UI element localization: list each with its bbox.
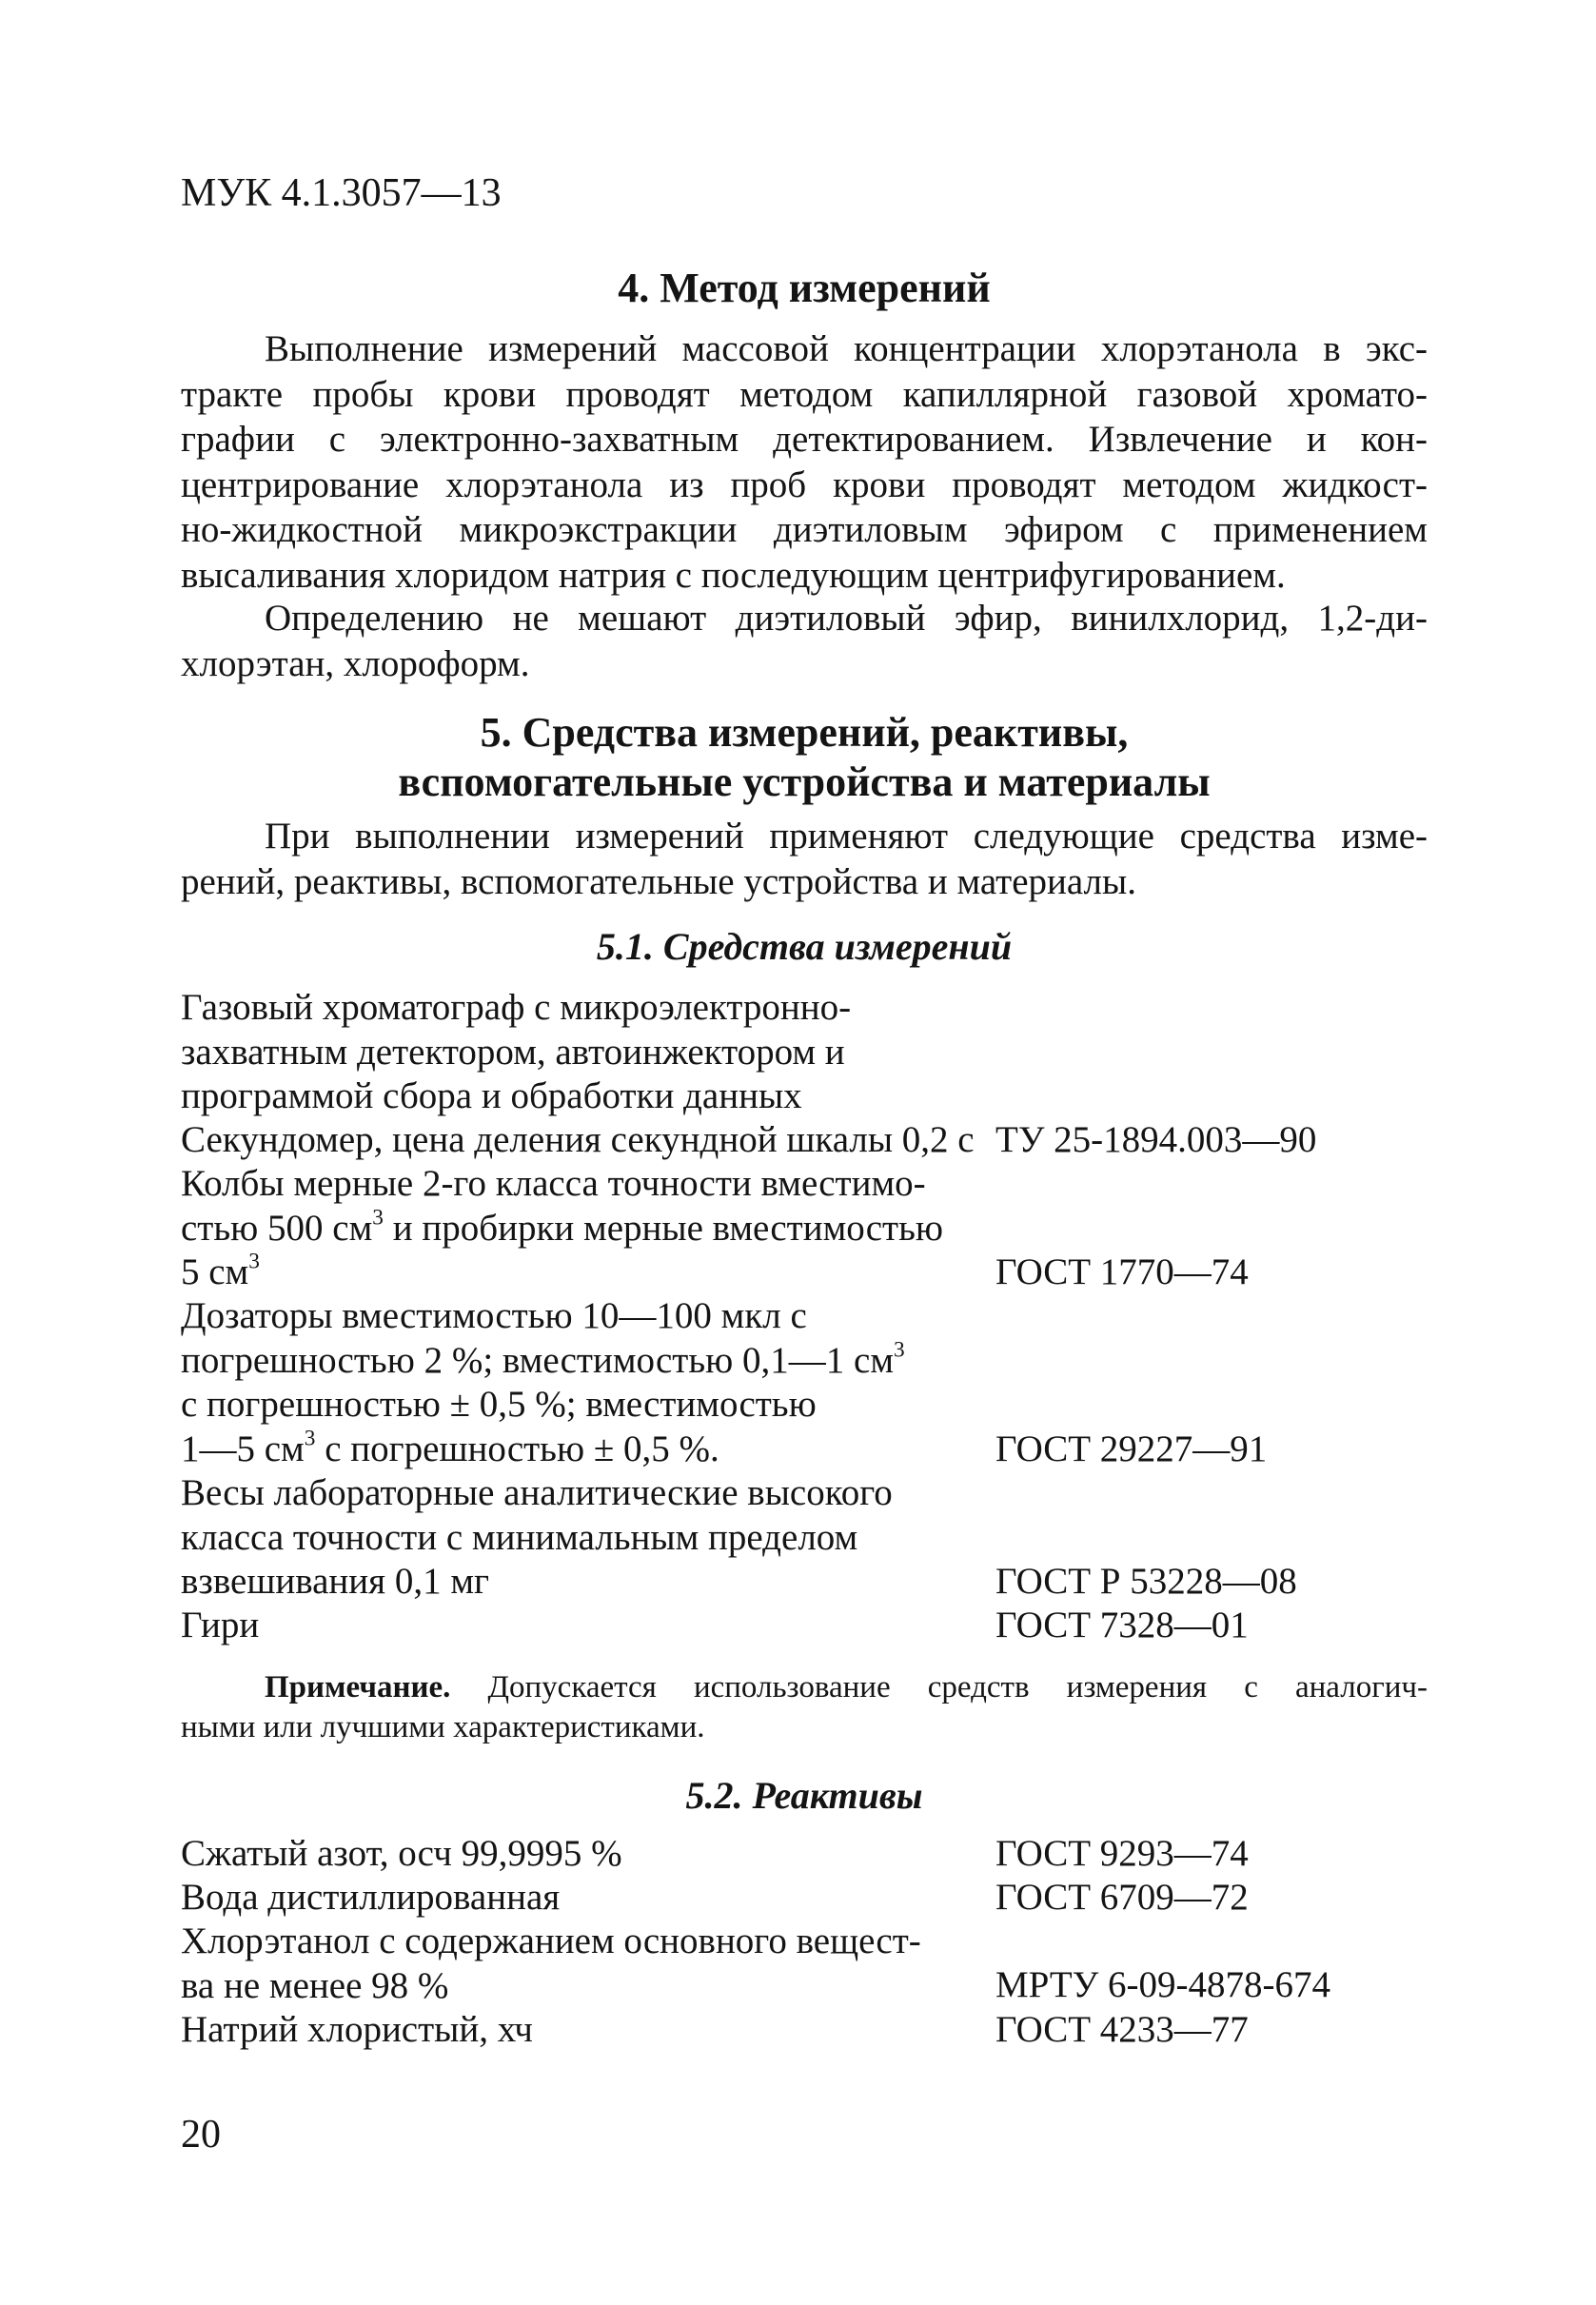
instrument-text: Дозаторы вместимостью 10—100 мкл с <box>181 1295 807 1336</box>
instrument-standard: ГОСТ 1770—74 <box>995 1251 1249 1292</box>
section-4-title: 4. Метод измерений <box>618 265 991 311</box>
section-4-paragraph-2 <box>181 596 1428 686</box>
section-5-title-line-2: вспомогательные устройства и материалы <box>398 758 1211 805</box>
instrument-text: класса точности с минимальным пределом <box>181 1516 858 1558</box>
text-line: хлорэтан, хлороформ. <box>181 642 530 684</box>
reagent-text: Хлорэтанол с содержанием основного вещест- <box>181 1921 921 1961</box>
reagent-standard: МРТУ 6-09-4878-674 <box>995 1964 1330 2005</box>
reagent-text: ва не менее 98 % <box>181 1964 449 2006</box>
instrument-standard: ТУ 25-1894.003—90 <box>995 1119 1317 1160</box>
text-line: центрирование хлорэтанола из проб крови проводят методом жидкост- <box>181 463 1428 505</box>
instrument-standard: ГОСТ Р 53228—08 <box>995 1561 1297 1602</box>
section-5-intro <box>181 814 1428 904</box>
text-line: графии с электронно-захватным детектированием. Извлечение и кон- <box>181 419 1428 460</box>
reagent-standard: ГОСТ 6709—72 <box>995 1877 1249 1918</box>
instrument-text: Колбы мерные 2-го класса точности вместимо- <box>181 1163 926 1204</box>
text-line: высаливания хлоридом натрия с последующим центрифугированием. <box>181 554 1286 596</box>
instrument-text: Гири <box>181 1605 260 1645</box>
instrument-text: 5 $см^3$ <box>181 1249 260 1292</box>
section-5-title-line-1: 5. Средства измерений, реактивы, <box>480 709 1129 756</box>
section-4-paragraph-1 <box>181 326 1428 598</box>
instrument-text: взвешивания 0,1 мг <box>181 1561 490 1602</box>
reagent-standard: ГОСТ 4233—77 <box>995 2009 1249 2050</box>
reagent-text: Натрий хлористый, хч <box>181 2009 533 2050</box>
reagent-text: Вода дистиллированная <box>181 1877 561 1918</box>
note-label: Примечание. <box>265 1670 451 1704</box>
reagent-standard: ГОСТ 9293—74 <box>995 1833 1249 1874</box>
instrument-text: захватным детектором, автоинжектором и <box>181 1031 845 1073</box>
text-line: Выполнение измерений массовой концентрации хлорэтанола в экс- <box>265 328 1428 369</box>
text-line: Определению не мешают диэтиловый эфир, винилхлорид, 1,2-ди- <box>265 598 1428 639</box>
text-line: При выполнении измерений применяют следующие средства изме- <box>265 816 1428 857</box>
reagent-text: Сжатый азот, осч 99,9995 % <box>181 1833 622 1874</box>
text-line: тракте пробы крови проводят методом капиллярной газовой хромато- <box>181 373 1428 415</box>
note-text: ными или лучшими характеристиками. <box>181 1710 705 1744</box>
text-line: но-жидкостной микроэкстракции диэтиловым эфиром с применением <box>181 509 1428 550</box>
instrument-text: программой сбора и обработки данных <box>181 1075 802 1116</box>
page-number: 20 <box>181 2113 221 2157</box>
instrument-text: с погрешностью ± 0,5 %; вместимостью <box>181 1384 817 1425</box>
note-text: Допускается использование средств измерения с аналогич- <box>450 1670 1428 1704</box>
instrument-standard: ГОСТ 7328—01 <box>995 1605 1249 1645</box>
note <box>181 1667 1428 1747</box>
instrument-text: 1—5 $см^3$ с погрешностью ± 0,5 %. <box>181 1426 719 1469</box>
instrument-text: Весы лабораторные аналитические высокого <box>181 1472 893 1513</box>
instrument-text: Секундомер, цена деления секундной шкалы 0,2 с <box>181 1119 975 1160</box>
instrument-standard: ГОСТ 29227—91 <box>995 1428 1268 1469</box>
instrument-text: погрешностью 2 %; вместимостью 0,1—1 $см^3$ <box>181 1337 905 1381</box>
instrument-text: стью 500 $см^3$ и пробирки мерные вместимостью <box>181 1205 943 1249</box>
instrument-text: Газовый хроматограф с микроэлектронно- <box>181 987 852 1028</box>
subsection-5-2-title: 5.2. Реактивы <box>685 1774 923 1817</box>
subsection-5-1-title: 5.1. Средства измерений <box>596 925 1013 968</box>
document-code: МУК 4.1.3057—13 <box>181 171 502 215</box>
text-line: рений, реактивы, вспомогательные устройства и материалы. <box>181 860 1136 902</box>
